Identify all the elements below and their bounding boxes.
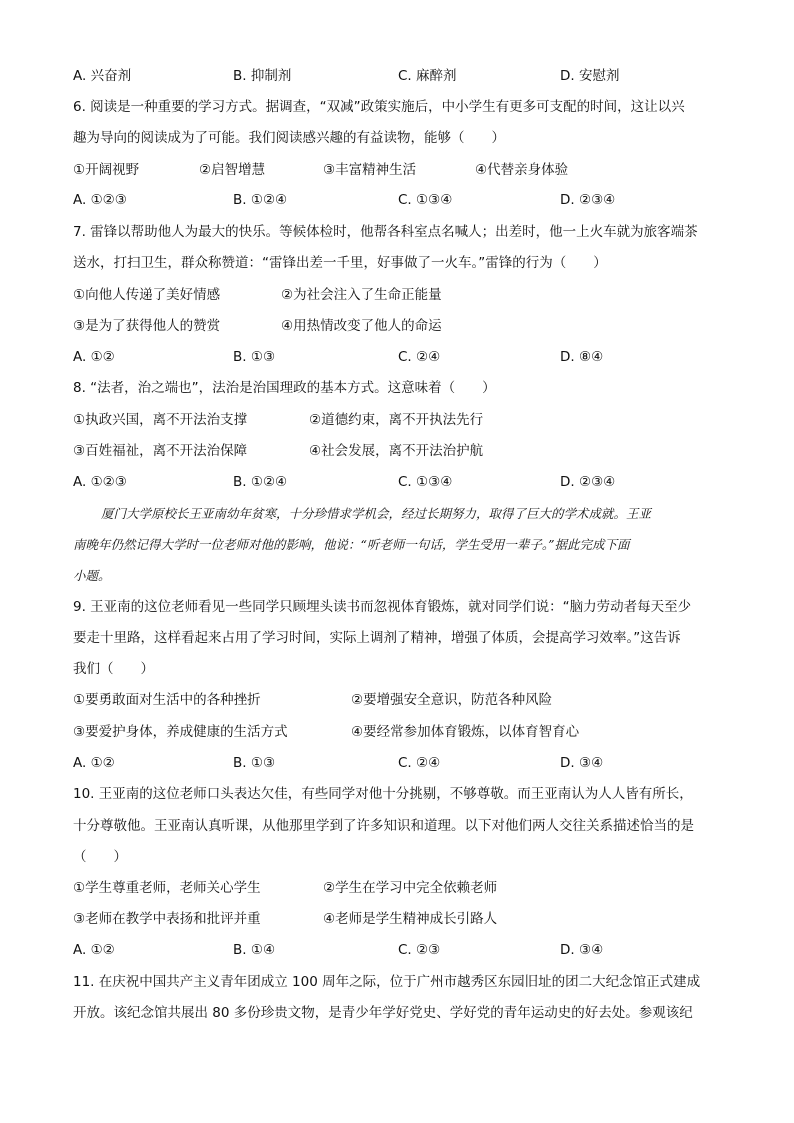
q7-stem-line-2: 送水，打扫卫生，群众称赞道：“雷锋出差一千里，好事做了一火车。”雷锋的行为（ ） [73, 255, 607, 271]
q9-choices-row-1 [73, 690, 723, 710]
q6-options [73, 190, 723, 210]
q9-choice-2: ②要增强安全意识，防范各种风险 [351, 692, 553, 708]
q10-option-d[interactable]: D. ③④ [560, 942, 604, 958]
q7-choice-4: ④用热情改变了他人的命运 [281, 318, 442, 334]
q7-choices-row-2 [73, 316, 723, 336]
q10-choice-3: ③老师在教学中表扬和批评并重 [73, 911, 261, 927]
q10-option-b[interactable]: B. ①④ [233, 942, 276, 958]
q6-choice-4: ④代替亲身体验 [475, 162, 569, 178]
q8-choice-1: ①执政兴国，离不开法治支撑 [73, 412, 248, 428]
q6-option-a[interactable]: A. ①②③ [73, 192, 127, 208]
q5-option-b[interactable]: B. 抑制剂 [233, 68, 292, 84]
q7-choice-1: ①向他人传递了美好情感 [73, 287, 221, 303]
q11-stem-line-1: 11. 在庆祝中国共产主义青年团成立 100 周年之际，位于广州市越秀区东园旧址的团二大纪念馆正式建成 [73, 974, 701, 990]
q6-choice-1: ①开阔视野 [73, 162, 140, 178]
q10-choice-2: ②学生在学习中完全依赖老师 [323, 880, 498, 896]
q7-option-c[interactable]: C. ②④ [398, 349, 441, 365]
q5-option-d[interactable]: D. 安慰剂 [560, 68, 620, 84]
q9-stem-line-2: 要走十里路，这样看起来占用了学习时间，实际上调剂了精神，增强了体质，会提高学习效率。”这告诉 [73, 630, 681, 646]
q7-options [73, 347, 723, 367]
q9-option-d[interactable]: D. ③④ [560, 755, 604, 771]
q7-choice-2: ②为社会注入了生命正能量 [281, 287, 442, 303]
q8-option-a[interactable]: A. ①②③ [73, 474, 127, 490]
q10-option-a[interactable]: A. ①② [73, 942, 115, 958]
q7-choices-row-1 [73, 285, 723, 305]
q9-option-a[interactable]: A. ①② [73, 755, 115, 771]
q8-choice-4: ④社会发展，离不开法治护航 [309, 443, 484, 459]
q5-option-c[interactable]: C. 麻醉剂 [398, 68, 457, 84]
q10-choices-row-2 [73, 909, 723, 929]
q8-choice-3: ③百姓福祉，离不开法治保障 [73, 443, 248, 459]
q6-stem-line-2: 趣为导向的阅读成为了可能。我们阅读感兴趣的有益读物，能够（ ） [73, 130, 505, 146]
q10-stem-line-3: （ ） [73, 849, 127, 865]
q7-option-b[interactable]: B. ①③ [233, 349, 276, 365]
q10-choice-4: ④老师是学生精神成长引路人 [323, 911, 498, 927]
q9-choices-row-2 [73, 722, 723, 742]
passage-line-3: 小题。 [73, 568, 111, 583]
q6-choice-2: ②启智增慧 [199, 162, 266, 178]
q8-option-d[interactable]: D. ②③④ [560, 474, 616, 490]
passage-line-1: 厦门大学原校长王亚南幼年贫寒，十分珍惜求学机会，经过长期努力，取得了巨大的学术成就。王亚 [101, 506, 652, 521]
q7-stem-line-1: 7. 雷锋以帮助他人为最大的快乐。等候体检时，他帮各科室点名喊人；出差时，他一上火车就为旅客端茶 [73, 224, 698, 240]
q9-stem-line-3: 我们（ ） [73, 661, 154, 677]
q9-choice-4: ④要经常参加体育锻炼，以体育智育心 [351, 724, 580, 740]
q10-option-c[interactable]: C. ②③ [398, 942, 441, 958]
q7-option-d[interactable]: D. ⑧④ [560, 349, 604, 365]
q6-option-b[interactable]: B. ①②④ [233, 192, 288, 208]
q5-option-a[interactable]: A. 兴奋剂 [73, 68, 132, 84]
q7-option-a[interactable]: A. ①② [73, 349, 115, 365]
q10-choices-row-1 [73, 878, 723, 898]
q8-option-c[interactable]: C. ①③④ [398, 474, 453, 490]
q10-choice-1: ①学生尊重老师，老师关心学生 [73, 880, 261, 896]
q10-stem-line-1: 10. 王亚南的这位老师口头表达欠佳，有些同学对他十分挑剔，不够尊敬。而王亚南认为人人皆有所长， [73, 786, 693, 802]
q8-choices-row-2 [73, 441, 723, 461]
q9-options [73, 753, 723, 773]
q8-choices-row-1 [73, 410, 723, 430]
q9-choice-1: ①要勇敢面对生活中的各种挫折 [73, 692, 261, 708]
q8-choice-2: ②道德约束，离不开执法先行 [309, 412, 484, 428]
q6-choice-3: ③丰富精神生活 [323, 162, 417, 178]
q6-choices [73, 160, 723, 180]
q5-options [73, 66, 723, 86]
q9-option-c[interactable]: C. ②④ [398, 755, 441, 771]
passage-line-2: 南晚年仍然记得大学时一位老师对他的影响，他说：“听老师一句话，学生受用一辈子。”据此完成下面 [73, 537, 630, 552]
q10-options [73, 940, 723, 960]
q8-option-b[interactable]: B. ①②④ [233, 474, 288, 490]
q6-option-d[interactable]: D. ②③④ [560, 192, 616, 208]
q8-stem-line-1: 8. “法者，治之端也”，法治是治国理政的基本方式。这意味着（ ） [73, 380, 496, 396]
q10-stem-line-2: 十分尊敬他。王亚南认真听课，从他那里学到了许多知识和道理。以下对他们两人交往关系描述恰当的是 [73, 818, 694, 834]
q9-option-b[interactable]: B. ①③ [233, 755, 276, 771]
q6-option-c[interactable]: C. ①③④ [398, 192, 453, 208]
q9-choice-3: ③要爱护身体，养成健康的生活方式 [73, 724, 288, 740]
q9-stem-line-1: 9. 王亚南的这位老师看见一些同学只顾埋头读书而忽视体育锻炼，就对同学们说：“脑力劳动者每天至少 [73, 599, 692, 615]
q6-stem-line-1: 6. 阅读是一种重要的学习方式。据调查，“双减”政策实施后，中小学生有更多可支配的时间，这让以兴 [73, 99, 685, 115]
q8-options [73, 472, 723, 492]
q11-stem-line-2: 开放。该纪念馆共展出 80 多份珍贵文物，是青少年学好党史、学好党的青年运动史的好去处。参观该纪 [73, 1005, 693, 1021]
q7-choice-3: ③是为了获得他人的赞赏 [73, 318, 221, 334]
